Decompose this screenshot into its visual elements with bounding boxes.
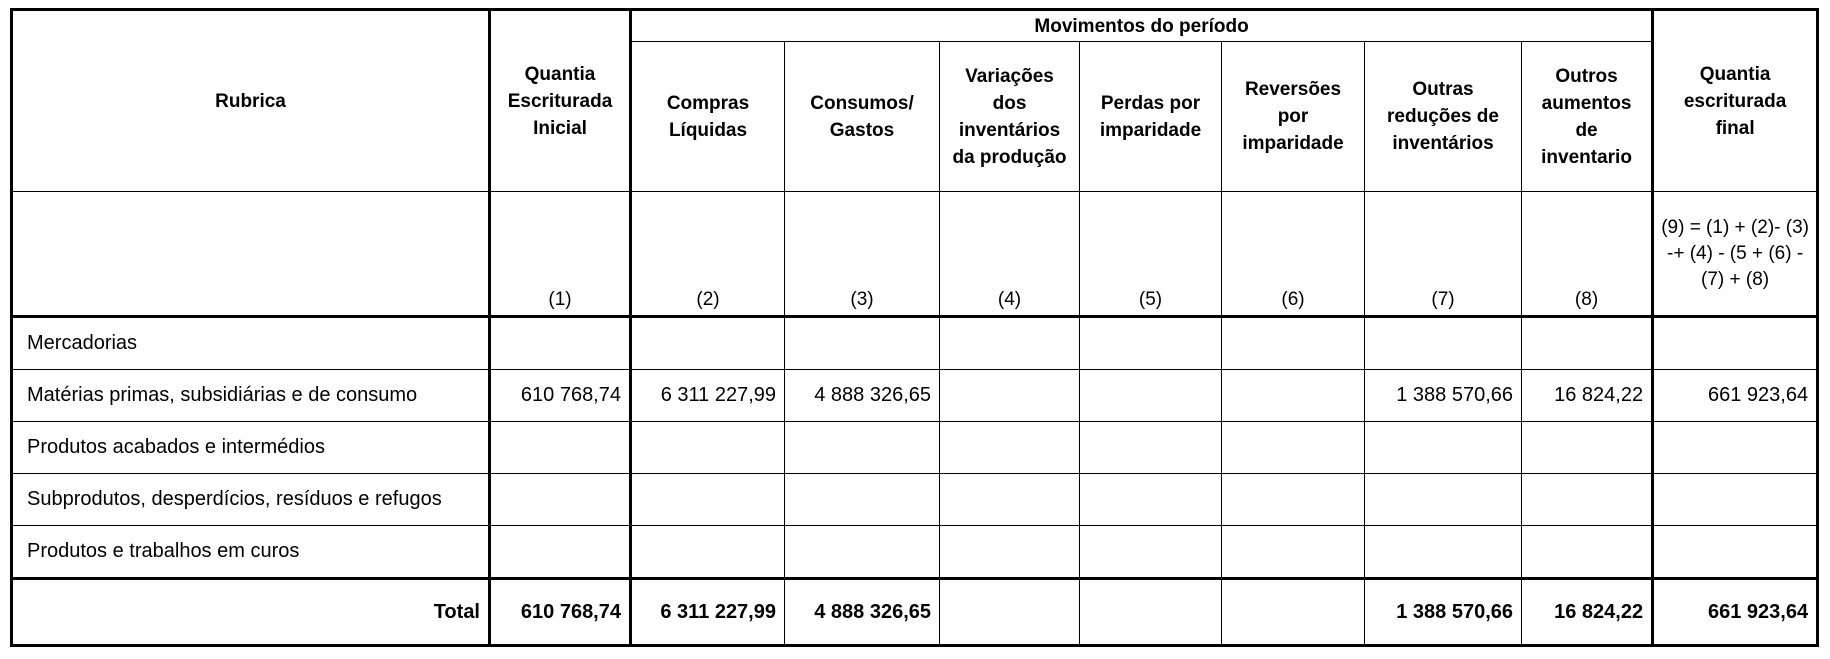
value-cell [1222,317,1365,370]
value-cell [1653,422,1818,474]
header-col7: Outras reduções de inventários [1365,42,1522,192]
value-cell [490,317,631,370]
value-cell [940,526,1080,579]
value-cell [1653,317,1818,370]
value-cell [1080,422,1222,474]
number-cell: (2) [631,192,785,317]
value-cell [940,422,1080,474]
number-cell: (5) [1080,192,1222,317]
total-value-cell: 4 888 326,65 [785,579,940,646]
number-cell: (8) [1522,192,1653,317]
value-cell [1365,474,1522,526]
total-value-cell: 6 311 227,99 [631,579,785,646]
value-cell [631,422,785,474]
value-cell [490,422,631,474]
header-col8: Outros aumentos de inventario [1522,42,1653,192]
inventory-table-container [10,8,1819,647]
value-cell: 661 923,64 [1653,370,1818,422]
row-label: Matérias primas, subsidiárias e de consumo [12,370,490,422]
total-value-cell: 661 923,64 [1653,579,1818,646]
value-cell [785,317,940,370]
value-cell [1222,474,1365,526]
value-cell: 4 888 326,65 [785,370,940,422]
value-cell: 1 388 570,66 [1365,370,1522,422]
total-value-cell: 610 768,74 [490,579,631,646]
value-cell [631,317,785,370]
total-value-cell: 1 388 570,66 [1365,579,1522,646]
value-cell [785,422,940,474]
value-cell [940,317,1080,370]
header-group-movimentos: Movimentos do período [631,10,1653,42]
total-value-cell: 16 824,22 [1522,579,1653,646]
value-cell [1080,370,1222,422]
value-cell [1080,474,1222,526]
total-value-cell [1222,579,1365,646]
formula-cell: (9) = (1) + (2)- (3) -+ (4) - (5 + (6) - (7) + (8) [1653,192,1818,317]
value-cell [1222,422,1365,474]
total-value-cell [940,579,1080,646]
number-cell: (6) [1222,192,1365,317]
header-col4: Variações dos inventários da produção [940,42,1080,192]
table-row [12,317,1818,370]
row-label: Mercadorias [12,317,490,370]
header-col2: Compras Líquidas [631,42,785,192]
value-cell [940,474,1080,526]
table-row [12,422,1818,474]
table-row [12,474,1818,526]
number-cell-empty [12,192,490,317]
value-cell [490,526,631,579]
value-cell [1522,317,1653,370]
value-cell [1653,526,1818,579]
value-cell [490,474,631,526]
value-cell [940,370,1080,422]
value-cell [785,474,940,526]
row-label: Produtos acabados e intermédios [12,422,490,474]
value-cell [1653,474,1818,526]
header-col5: Perdas por imparidade [1080,42,1222,192]
number-cell: (3) [785,192,940,317]
value-cell: 610 768,74 [490,370,631,422]
value-cell [1222,370,1365,422]
value-cell [1522,422,1653,474]
table-row [12,370,1818,422]
row-label: Produtos e trabalhos em curos [12,526,490,579]
value-cell [785,526,940,579]
value-cell: 6 311 227,99 [631,370,785,422]
value-cell [1080,317,1222,370]
header-col3: Consumos/ Gastos [785,42,940,192]
value-cell [1365,317,1522,370]
column-number-row [12,192,1818,317]
inventory-movements-table [10,8,1819,647]
number-cell: (7) [1365,192,1522,317]
value-cell [1365,422,1522,474]
value-cell [1365,526,1522,579]
header-col9: Quantia escriturada final [1653,10,1818,192]
value-cell [1222,526,1365,579]
value-cell [1522,526,1653,579]
total-row [12,579,1818,646]
value-cell: 16 824,22 [1522,370,1653,422]
table-row [12,526,1818,579]
total-value-cell [1080,579,1222,646]
number-cell: (1) [490,192,631,317]
value-cell [631,474,785,526]
header-rubrica: Rubrica [12,10,490,192]
value-cell [1080,526,1222,579]
row-label: Subprodutos, desperdícios, resíduos e refugos [12,474,490,526]
value-cell [1522,474,1653,526]
header-col1: Quantia Escriturada Inicial [490,10,631,192]
header-col6: Reversões por imparidade [1222,42,1365,192]
value-cell [631,526,785,579]
number-cell: (4) [940,192,1080,317]
total-label: Total [12,579,490,646]
